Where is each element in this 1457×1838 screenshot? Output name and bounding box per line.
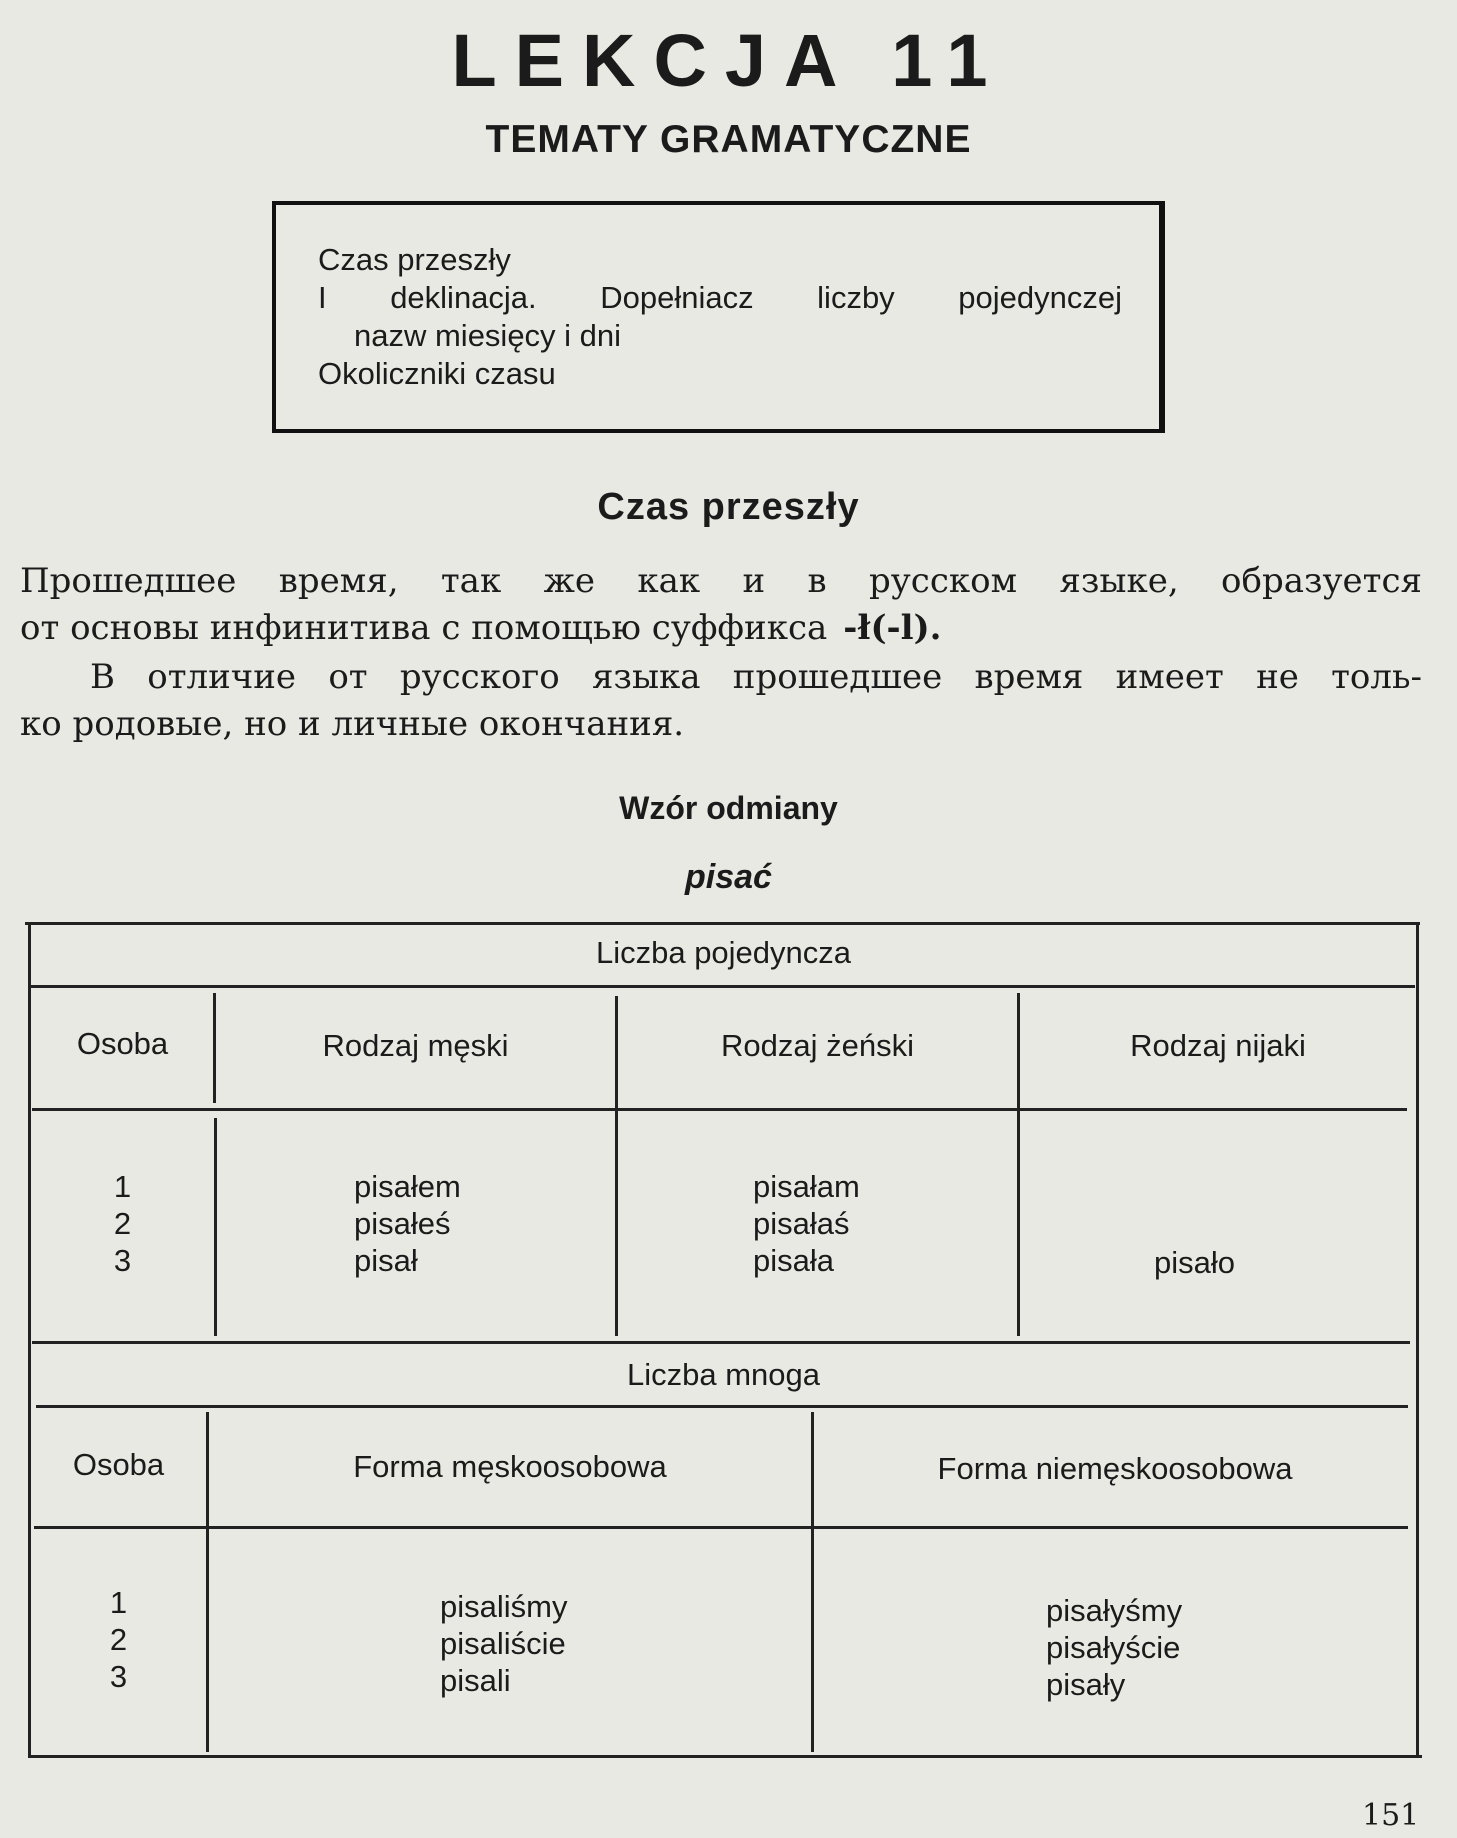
table-rule	[34, 1526, 1408, 1529]
verb-form: pisałem	[354, 1169, 461, 1204]
word: время,	[278, 561, 399, 601]
neuter-form: pisało	[1154, 1245, 1235, 1280]
verb-form: pisaliście	[440, 1626, 566, 1661]
word: deklinacja.	[390, 280, 537, 315]
person-number: 2	[113, 1206, 132, 1241]
suffix-text: -ł(-l).	[843, 608, 942, 648]
word: не	[1256, 657, 1299, 697]
table-rule	[32, 1341, 1410, 1344]
word: Dopełniacz	[600, 280, 754, 315]
table-border-right	[1416, 922, 1419, 1758]
person-number: 1	[109, 1585, 128, 1620]
word: толь-	[1331, 657, 1422, 697]
feminine-forms	[753, 1168, 860, 1279]
verb-form: pisał	[354, 1243, 418, 1278]
word: образуется	[1221, 561, 1422, 601]
justified-line	[20, 605, 1422, 652]
plural-title: Liczba mnoga	[626, 1357, 820, 1392]
verb-form: pisałyśmy	[1046, 1593, 1183, 1628]
word: прошедшее	[732, 657, 943, 697]
person-numbers	[31, 1584, 206, 1695]
paragraph-1	[20, 558, 1422, 652]
singular-title: Liczba pojedyncza	[595, 935, 852, 970]
word: от	[328, 657, 368, 697]
verb-form: pisała	[753, 1243, 834, 1278]
lesson-title: LEKCJA 11	[451, 19, 1006, 102]
table-rule	[30, 985, 1415, 988]
topics-box	[272, 201, 1165, 433]
person-number: 3	[113, 1243, 132, 1278]
word: I	[318, 280, 327, 315]
header-person: Osoba	[76, 1026, 169, 1061]
word: русском	[869, 561, 1018, 601]
header-non-masculine-personal: Forma niemęskoosobowa	[937, 1451, 1293, 1486]
person-number: 3	[109, 1659, 128, 1694]
word: Прошедшее	[20, 561, 237, 601]
topic-line: Okoliczniki czasu	[318, 356, 556, 391]
topics-heading: TEMATY GRAMATYCZNE	[485, 118, 972, 161]
table-rule	[30, 1755, 1422, 1758]
masculine-personal-forms	[440, 1588, 567, 1699]
word: В	[90, 657, 115, 697]
word: время	[974, 657, 1084, 697]
word: языке,	[1059, 561, 1179, 601]
word: отличие	[147, 657, 297, 697]
word: в	[807, 561, 827, 601]
verb-form: pisali	[440, 1663, 511, 1698]
table-rule	[25, 922, 1420, 925]
justified-line	[20, 654, 1422, 701]
masculine-forms	[354, 1168, 461, 1279]
verb-form: pisałyście	[1046, 1630, 1181, 1665]
word: как	[637, 561, 701, 601]
topic-line: nazw miesięcy i dni	[354, 318, 622, 353]
paragraph-text: от основы инфинитива с помощью суффикса	[20, 608, 828, 648]
person-number: 1	[113, 1169, 132, 1204]
word: языка	[591, 657, 701, 697]
table-rule	[36, 1405, 1408, 1408]
section-heading: Czas przeszły	[597, 486, 860, 528]
column-divider	[214, 1118, 217, 1336]
verb-form: pisałam	[753, 1169, 860, 1204]
verb-heading: pisać	[685, 858, 772, 896]
topic-line-justified	[318, 279, 1122, 317]
paragraph-text: ко родовые, но и личные окончания.	[20, 704, 685, 744]
non-masculine-personal-forms	[1046, 1592, 1182, 1703]
table-rule	[32, 1108, 1407, 1111]
verb-form: pisałaś	[753, 1206, 850, 1241]
topic-line: Czas przeszły	[318, 242, 511, 277]
word: русского	[399, 657, 560, 697]
word: имеет	[1115, 657, 1224, 697]
word: pojedynczej	[958, 280, 1122, 315]
word: liczby	[817, 280, 895, 315]
verb-form: pisałeś	[354, 1206, 451, 1241]
page-number: 151	[1362, 1798, 1420, 1833]
justified-line	[20, 558, 1422, 605]
verb-form: pisały	[1046, 1667, 1126, 1702]
header-feminine: Rodzaj żeński	[721, 1028, 914, 1063]
person-numbers	[31, 1168, 214, 1279]
word: так	[440, 561, 502, 601]
verb-form: pisaliśmy	[440, 1589, 568, 1624]
paragraph-2	[20, 654, 1422, 748]
header-masculine-personal: Forma męskoosobowa	[353, 1449, 667, 1484]
header-neuter: Rodzaj nijaki	[1130, 1028, 1306, 1063]
pattern-heading: Wzór odmiany	[619, 790, 838, 826]
header-masculine: Rodzaj męski	[322, 1028, 509, 1063]
header-person: Osoba	[72, 1447, 165, 1482]
person-number: 2	[109, 1622, 128, 1657]
word: же	[543, 561, 595, 601]
word: и	[742, 561, 766, 601]
